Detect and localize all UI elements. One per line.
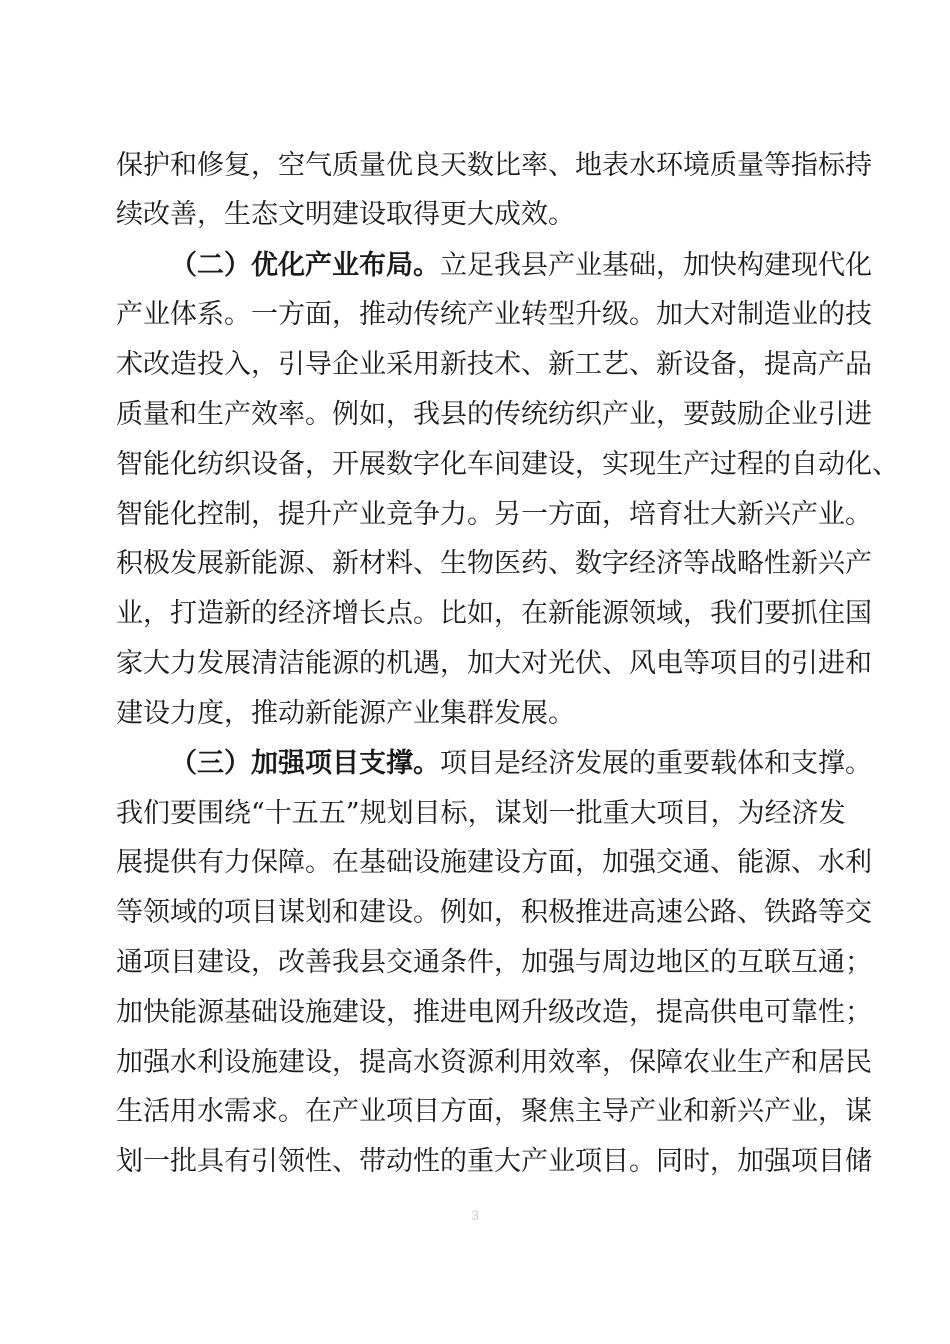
paragraph-line: 智能化纺织设备，开展数字化车间建设，实现生产过程的自动化、 (116, 449, 899, 480)
paragraph-line: 业，打造新的经济增长点。比如，在新能源领域，我们要抓住国 (116, 598, 872, 629)
paragraph-line: 展提供有力保障。在基础设施建设方面，加强交通、能源、水利 (116, 847, 872, 878)
paragraph-line: 质量和生产效率。例如，我县的传统纺织产业，要鼓励企业引进 (116, 399, 872, 430)
section-heading: （三）加强项目支撑。 (170, 748, 440, 779)
paragraph-text: 项目是经济发展的重要载体和支撑。 (440, 748, 872, 779)
paragraph-line: 续改善，生态文明建设取得更大成效。 (116, 199, 575, 230)
paragraph-line: 加强水利设施建设，提高水资源利用效率，保障农业生产和居民 (116, 1047, 872, 1078)
section-heading: （二）优化产业布局。 (170, 250, 440, 281)
paragraph-line: 智能化控制，提升产业竞争力。另一方面，培育壮大新兴产业。 (116, 499, 872, 530)
paragraph-text: 立足我县产业基础，加快构建现代化 (440, 250, 872, 281)
paragraph-line: 产业体系。一方面，推动传统产业转型升级。加大对制造业的技 (116, 299, 872, 330)
paragraph-line: 划一批具有引领性、带动性的重大产业项目。同时，加强项目储 (116, 1146, 872, 1177)
paragraph-line: 生活用水需求。在产业项目方面，聚焦主导产业和新兴产业，谋 (116, 1096, 872, 1127)
paragraph-line: 积极发展新能源、新材料、生物医药、数字经济等战略性新兴产 (116, 548, 872, 579)
paragraph-line: 术改造投入，引导企业采用新技术、新工艺、新设备，提高产品 (116, 349, 872, 380)
paragraph-line: 家大力发展清洁能源的机遇，加大对光伏、风电等项目的引进和 (116, 648, 872, 679)
paragraph-line: 加快能源基础设施建设，推进电网升级改造，提高供电可靠性； (116, 997, 872, 1028)
paragraph-first-line (170, 746, 872, 782)
page-number: 3 (471, 1207, 479, 1223)
paragraph-line: 我们要围绕“十五五”规划目标，谋划一批重大项目，为经济发 (116, 798, 846, 829)
paragraph-line: 等领域的项目谋划和建设。例如，积极推进高速公路、铁路等交 (116, 897, 872, 928)
paragraph-first-line (170, 248, 872, 284)
paragraph-line: 通项目建设，改善我县交通条件，加强与周边地区的互联互通； (116, 947, 872, 978)
paragraph-line: 建设力度，推动新能源产业集群发展。 (116, 698, 575, 729)
paragraph-line: 保护和修复，空气质量优良天数比率、地表水环境质量等指标持 (116, 150, 872, 181)
